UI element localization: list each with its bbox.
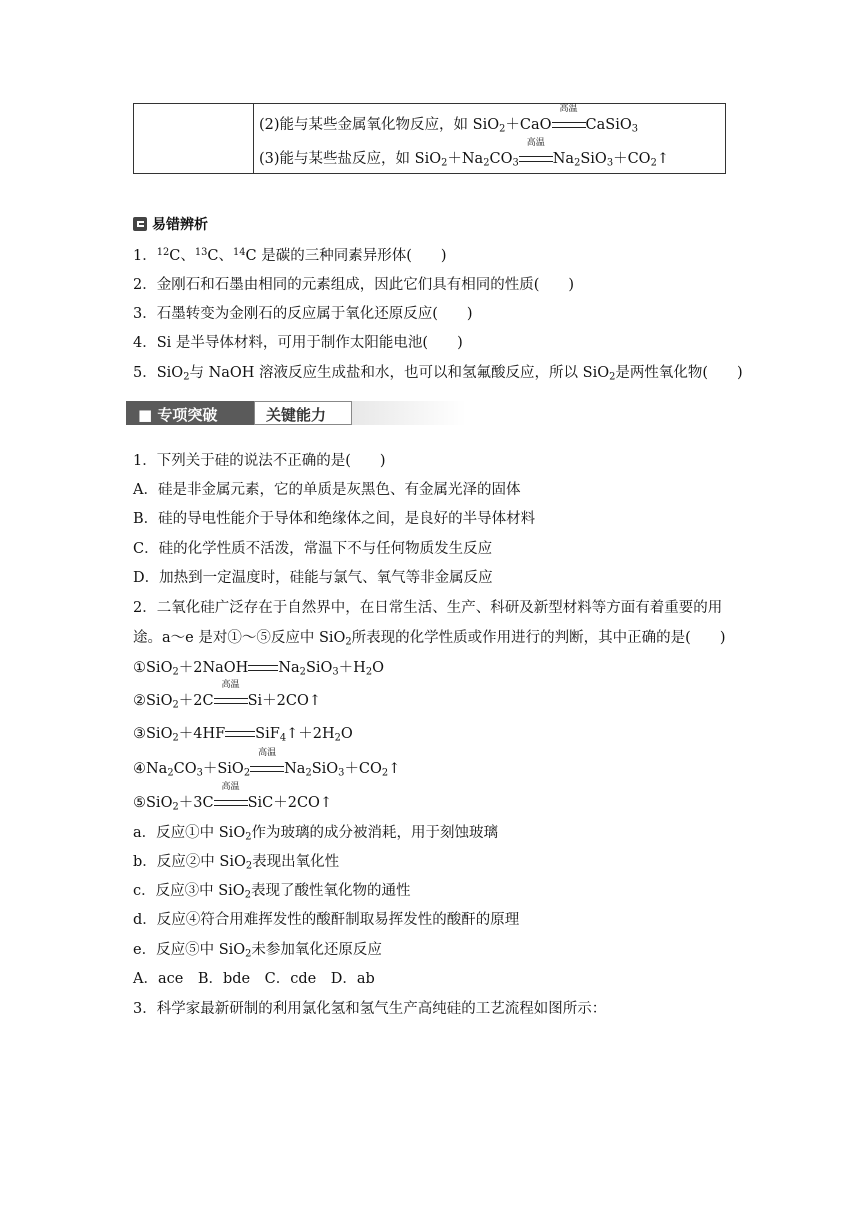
gas-arrow-icon: ↑ bbox=[388, 761, 401, 777]
reaction-condition: 高温 bbox=[214, 693, 248, 709]
gas-arrow-icon: ↑ bbox=[656, 151, 669, 167]
reaction-5: ⑤SiO$_2$＋3C 高温 SiC＋2CO↑ bbox=[133, 782, 333, 813]
reaction-1: ①SiO$_2$＋2NaOH $Na_2SiO_3+H_2O$ bbox=[133, 660, 384, 678]
row-text: (3)能与某些盐反应，如 SiO bbox=[259, 151, 442, 167]
reaction-condition: 高温 bbox=[250, 761, 284, 777]
condition-label: 高温 bbox=[559, 104, 578, 114]
sub: 3 bbox=[606, 157, 614, 169]
reaction-condition: 高温 bbox=[214, 795, 248, 811]
sub: 2 bbox=[483, 157, 490, 169]
equal-sign bbox=[248, 665, 278, 671]
error-item-3: 3．石墨转变为金刚石的反应属于氧化还原反应( ) bbox=[133, 306, 473, 322]
q3-stem: 3．科学家最新研制的利用氯化氢和氢气生产高纯硅的工艺流程如图所示： bbox=[133, 1001, 607, 1017]
equal-sign bbox=[225, 731, 255, 737]
section-e-icon bbox=[133, 217, 147, 231]
gas-arrow-icon: ↑ bbox=[308, 693, 321, 709]
sub: 2 bbox=[499, 123, 506, 135]
sub: 2 bbox=[574, 157, 581, 169]
section-title: 易错辨析 bbox=[152, 217, 208, 233]
table-divider bbox=[253, 104, 254, 173]
q2-stem-line2: 途。a～e 是对①～⑤反应中 SiO$_2$所表现的化学性质或作用进行的判断，其中正确的是( ) bbox=[133, 630, 726, 648]
table-row-metal-oxide bbox=[259, 104, 638, 135]
judgment-a: a．反应①中 SiO$_2$作为玻璃的成分被消耗，用于刻蚀玻璃 bbox=[133, 825, 498, 843]
equal-sign bbox=[552, 122, 586, 128]
reactant: ＋CaO bbox=[505, 117, 552, 133]
reaction-condition bbox=[552, 104, 586, 133]
condition-label: 高温 bbox=[526, 138, 545, 148]
sub: 3 bbox=[631, 123, 638, 135]
error-item-5: 5．SiO$_2$与 NaOH 溶液反应生成盐和水，也可以和氢氟酸反应，所以 SiO$_2$是两性氧化物( ) bbox=[133, 365, 743, 383]
gas-arrow-icon: ↑ bbox=[319, 795, 333, 811]
section-banner bbox=[126, 398, 466, 428]
banner-fade bbox=[352, 401, 466, 425]
judgment-c: c．反应③中 SiO$_2$表现了酸性氧化物的通性 bbox=[133, 883, 411, 901]
product: ＋CO bbox=[613, 151, 651, 167]
section-heading bbox=[133, 214, 208, 234]
q1-option-b: B．硅的导电性能介于导体和绝缘体之间，是良好的半导体材料 bbox=[133, 511, 536, 527]
q1-option-a: A．硅是非金属元素，它的单质是灰黑色、有金属光泽的固体 bbox=[133, 482, 521, 498]
sub: 2 bbox=[441, 157, 448, 169]
reaction-condition bbox=[519, 138, 553, 167]
reaction-2: ②SiO$_2$＋2C 高温 Si＋2CO↑ bbox=[133, 680, 321, 711]
product: SiO bbox=[580, 151, 607, 167]
q1-option-c: C．硅的化学性质不活泼，常温下不与任何物质发生反应 bbox=[133, 541, 493, 557]
error-item-1: 1．$^{12}$C、$^{13}$C、$^{14}$C 是碳的三种同素异形体( ) bbox=[133, 247, 447, 264]
product: Na bbox=[552, 151, 575, 167]
banner-primary-label: ■ 专项突破 bbox=[138, 406, 218, 424]
banner-secondary-label: 关键能力 bbox=[266, 406, 327, 424]
judgment-d: d．反应④符合用难挥发性的酸酐制取易挥发性的酸酐的原理 bbox=[133, 912, 520, 928]
q2-stem-line1: 2．二氧化硅广泛存在于自然界中，在日常生活、生产、科研及新型材料等方面有着重要的用 bbox=[133, 600, 723, 616]
reaction-4: $④Na_2CO_3+SiO_2$ 高温 $Na_2SiO_3+CO_2↑$ bbox=[133, 748, 401, 779]
sub: 2 bbox=[650, 157, 657, 169]
judgment-b: b．反应②中 SiO$_2$表现出氧化性 bbox=[133, 854, 340, 872]
row-text: (2)能与某些金属氧化物反应，如 SiO bbox=[259, 117, 500, 133]
error-item-2: 2．金刚石和石墨由相同的元素组成，因此它们具有相同的性质( ) bbox=[133, 277, 575, 293]
product: CaSiO bbox=[585, 117, 632, 133]
gas-arrow-icon: ↑ bbox=[286, 726, 299, 742]
q2-answer-choices: A．ace B．bde C．cde D．ab bbox=[133, 971, 375, 987]
reactant: ＋Na bbox=[447, 151, 484, 167]
sub: 3 bbox=[512, 157, 519, 169]
q1-stem: 1．下列关于硅的说法不正确的是( ) bbox=[133, 453, 386, 469]
equal-sign bbox=[519, 156, 553, 162]
reactant: CO bbox=[489, 151, 513, 167]
q1-option-d: D．加热到一定温度时，硅能与氯气、氧气等非金属反应 bbox=[133, 570, 493, 586]
judgment-e: e．反应⑤中 SiO$_2$未参加氧化还原反应 bbox=[133, 942, 382, 960]
error-item-4: 4．Si 是半导体材料，可用于制作太阳能电池( ) bbox=[133, 335, 463, 351]
table-row-salt bbox=[259, 138, 669, 169]
properties-table bbox=[133, 103, 726, 174]
reaction-3: ③SiO$_2$＋4HF $SiF_4↑+2H_2O$ bbox=[133, 726, 353, 744]
